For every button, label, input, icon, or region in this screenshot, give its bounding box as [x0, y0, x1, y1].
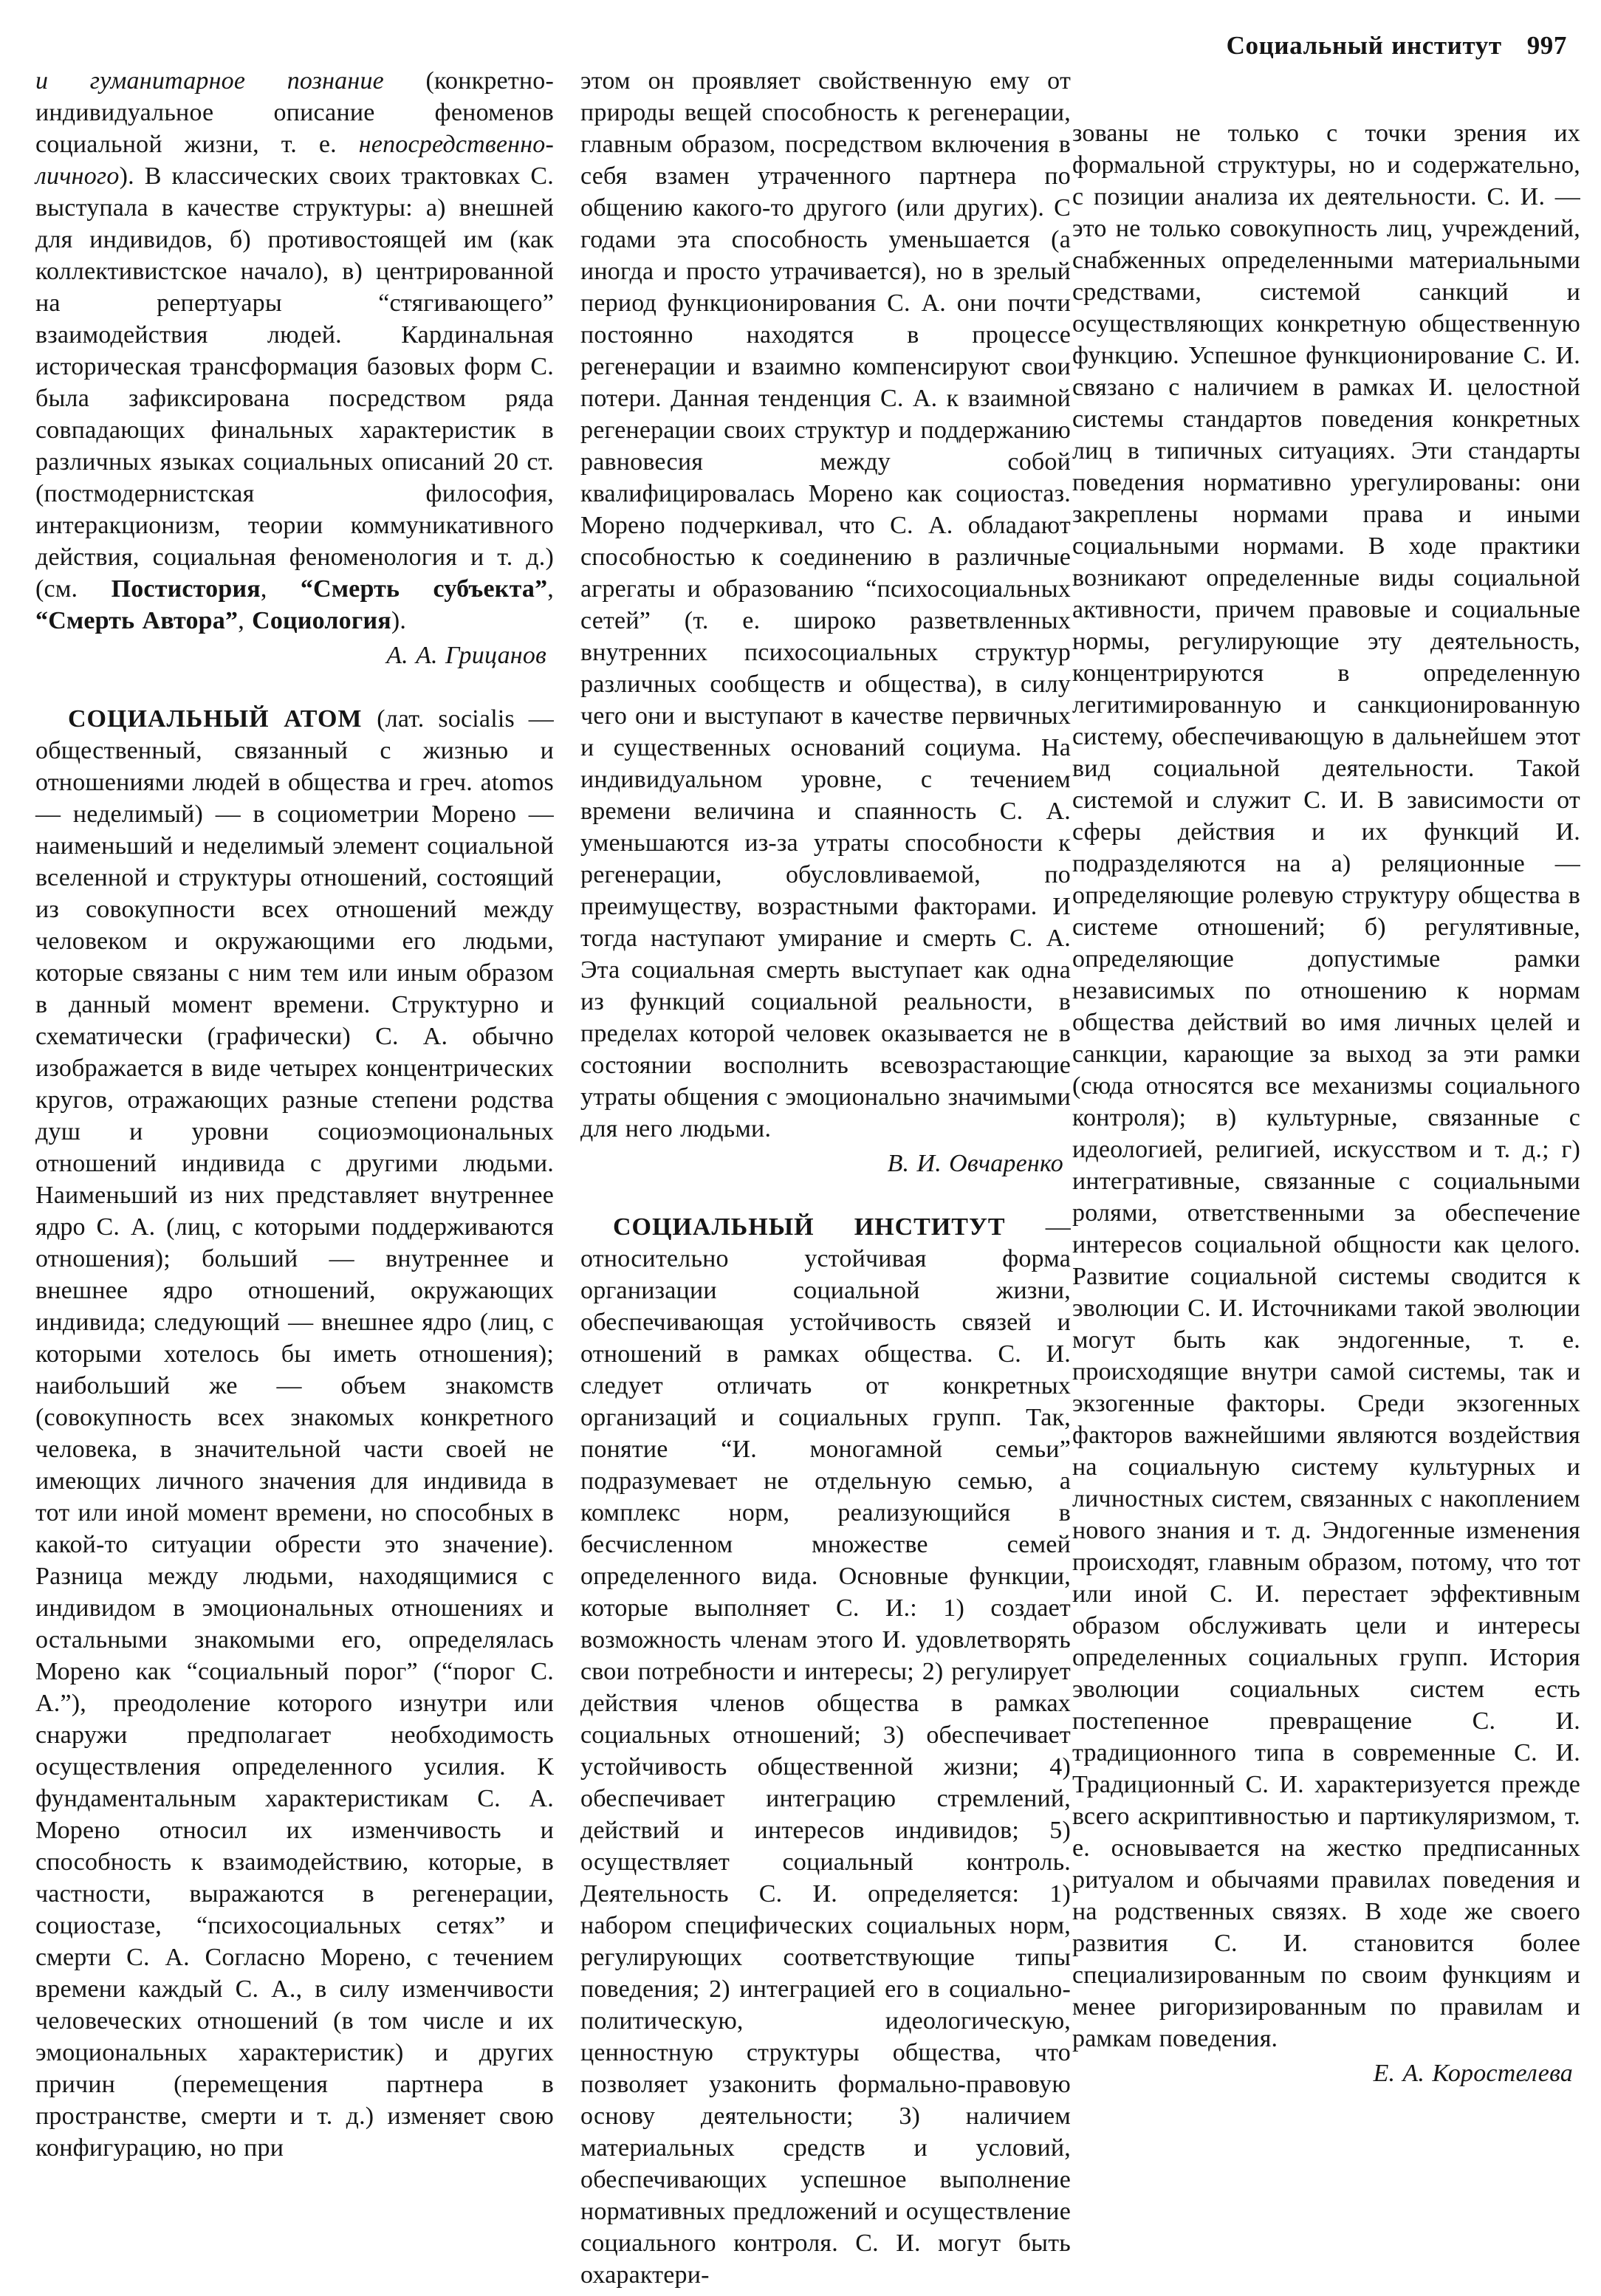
author-signature: А. А. Грицанов — [386, 642, 546, 669]
entry-headword: СОЦИАЛЬНЫЙ АТОМ — [68, 705, 377, 733]
body-text: , — [547, 575, 554, 603]
page-number: 997 — [1526, 31, 1567, 60]
entry-social-institute — [580, 1211, 1071, 2291]
cross-reference: Социология — [252, 607, 391, 634]
body-text: , — [260, 575, 301, 603]
author-signature: Е. А. Коростелева — [1373, 2060, 1573, 2087]
cross-reference: Постистория — [111, 575, 261, 603]
body-text: ). В классических своих трактовках С. выступала в качестве структуры: а) внешней для индивидов, б) противостоящей им (как коллективистское начало), в) центрированной на репертуары “стягивающего” взаимодействия людей. Кардинальная историческая трансформация базовых форм С. была зафиксирована посредством ряда совпадающих финальных характеристик в различных языках социальных описаний 20 ст. (постмодернистская философия, интеракционизм, теории коммуникативного действия, социальная феноменология и т. д.) (см. — [35, 162, 554, 603]
body-text: (конкретно-индивидуальное описание феноменов социальной жизни, т. е. — [35, 67, 554, 158]
entry-social-atom — [35, 703, 554, 2164]
column-right — [1072, 30, 1580, 2089]
cross-reference: “Смерть Автора” — [35, 607, 239, 634]
entry-body: (лат. socialis — общественный, связанный с жизнью и отношениями людей в общества и греч. atomos — неделимый) — в социометрии Морено — наименьший и неделимый элемент социальной вселенной и структуры отношений, состоящий из совокупности всех отношений между человеком и окружающими его людьми, которые связаны с ним тем или иным образом в данный момент времени. Структурно и схематически (графически) С. А. обычно изображается в виде четырех концентрических кругов, отражающих разные степени родства душ и уровни социоэмоциональных отношений индивида с другими людьми. Наименьший из них представляет внутреннее ядро С. А. (лиц, с которыми поддерживаются отношения); больший — внутреннее и внешнее ядро отношений, окружающих индивида; следующий — внешнее ядро (лиц, с которыми хотелось бы иметь отношения); наибольший же — объем знакомств (совокупность всех знакомых конкретного человека, в значительной части своей не имеющих личного значения для индивида в тот или иной момент времени, но способных в какой-то ситуации обрести это значение). Разница между людьми, находящимися с индивидом в эмоциональных отношениях и остальными знакомыми его, определялась Морено как “социальный порог” (“порог С. А.”), преодоление которого изнутри или снаружи предполагает необходимость осуществления определенного усилия. К фундаментальным характеристикам С. А. Морено относил их изменчивость и способность к взаимодействию, которые, в частности, выражаются в регенерации, социостазе, “психосоциальных сетях” и смерти С. А. Согласно Морено, с течением времени каждый С. А., в силу изменчивости человеческих отношений (в том числе и их эмоциональных характеристик) и других причин (перемещения партнера в пространстве, смерти и т. д.) изменяет свою конфигурацию, но при — [35, 705, 554, 2162]
article-continuation-social-institute: зованы не только с точки зрения их формальной структуры, но и содержательно, с позиции анализа их деятельности. С. И. — это не только совокупность лиц, учреждений, снабженных определенными материальными средствами, системой санкций и осуществляющих конкретную общественную функцию. Успешное функционирование С. И. связано с наличием в рамках И. целостной системы стандартов поведения конкретных лиц в типичных ситуациях. Эти стандарты поведения нормативно урегулированы: они закреплены нормами права и иными социальными нормами. В ходе практики возникают определенные виды социальной активности, причем правовые и социальные нормы, регулирующие эту деятельность, концентрируются в определенную легитимированную и санкционированную систему, обеспечивающую в дальнейшем этот вид социальной деятельности. Такой системой и служит С. И. В зависимости от сферы действия и их функций И. подразделяются на а) реляционные — определяющие ролевую структуру общества в системе отношений; б) регулятивные, определяющие допустимые рамки независимых по отношению к нормам общества действий во имя личных целей и санкции, карающие за выход за эти рамки (сюда относятся все механизмы социального контроля); в) культурные, связанные с идеологией, религией, искусством и т. д.; г) интегративные, связанные с социальными ролями, ответственными за обеспечение интересов социальной общности как целого. Развитие социальной системы сводится к эволюции С. И. Источниками такой эволюции могут быть как эндогенные, т. е. происходящие внутри самой системы, так и экзогенные факторы. Среди экзогенных факторов важнейшими являются воздействия на социальную систему культурных и личностных систем, связанных с накоплением нового знания и т. д. Эндогенные изменения происходят, главным образом, потому, что тот или иной С. И. перестает эффективным образом обслуживать цели и интересы определенных социальных групп. История эволюции социальных систем есть постепенное превращение С. И. традиционного типа в современные С. И. Традиционный С. И. характеризуется прежде всего аскриптивностью и партикуляризмом, т. е. основывается на жестко предписанных ритуалом и обычаями правилах поведения и на родственных связях. В ходе же своего развития С. И. становится более специализированным по своим функциям и менее ригоризированным по правилам и рамкам поведения. — [1072, 120, 1580, 2052]
running-head-title: Социальный институт — [1226, 31, 1502, 60]
running-head — [1072, 30, 1580, 61]
cross-reference: “Смерть субъекта” — [300, 575, 548, 603]
author-signature: В. И. Овчаренко — [887, 1150, 1063, 1177]
article-continuation-sociology — [35, 65, 554, 637]
entry-body: — относительно устойчивая форма организации социальной жизни, обеспечивающая устойчивость связей и отношений в рамках общества. С. И. следует отличать от конкретных организаций и социальных групп. Так, понятие “И. моногамной семьи” подразумевает не отдельную семью, а комплекс норм, реализующийся в бесчисленном множестве семей определенного вида. Основные функции, которые выполняет С. И.: 1) создает возможность членам этого И. удовлетворять свои потребности и интересы; 2) регулирует действия членов общества в рамках социальных отношений; 3) обеспечивает устойчивость общественной жизни; 4) обеспечивает интеграцию стремлений, действий и интересов индивидов; 5) осуществляет социальный контроль. Деятельность С. И. определяется: 1) набором специфических социальных норм, регулирующих соответствующие типы поведения; 2) интеграцией его в социально-политическую, идеологическую, ценностную структуры общества, что позволяет узаконить формально-правовую основу деятельности; 3) наличием материальных средств и условий, обеспечивающих успешное выполнение нормативных предложений и осуществление социального контроля. С. И. могут быть охарактери- — [580, 1213, 1071, 2289]
body-text: ). — [391, 607, 407, 634]
italic-term: непосредственно-личного — [35, 131, 554, 190]
column-left — [35, 65, 554, 2164]
column-middle — [580, 65, 1071, 2291]
article-continuation-social-atom: этом он проявляет свойственную ему от природы вещей способность к регенерации, главным образом, посредством включения в себя взамен утраченного партнера по общению какого-то другого (или других). С годами эта способность уменьшается (а иногда и просто утрачивается), но в зрелый период функционирования С. А. они почти постоянно находятся в процессе регенерации и взаимно компенсируют свои потери. Данная тенденция С. А. к взаимной регенерации своих структур и поддержанию равновесия между собой квалифицировалась Морено как социостаз. Морено подчеркивал, что С. А. обладают способностью к соединению в различные агрегаты и образованию “психосоциальных сетей” (т. е. широко разветвленных внутренних психосоциальных структур различных сообществ и общества), в силу чего они и выступают в качестве первичных и существенных оснований социума. На индивидуальном уровне, с течением времени величина и спаянность С. А. уменьшаются из-за утраты способности к регенерации, обусловливаемой, по преимуществу, возрастными факторами. И тогда наступают умирание и смерть С. А. Эта социальная смерть выступает как одна из функций социальной реальности, в пределах которой человек оказывается не в состоянии восполнить всевозрастающие утраты общения с эмоционально значимыми для него людьми. — [580, 67, 1071, 1142]
entry-headword: СОЦИАЛЬНЫЙ ИНСТИТУТ — [613, 1213, 1046, 1241]
cross-reference-term: и гуманитарное познание — [35, 67, 426, 95]
body-text: , — [238, 607, 253, 634]
